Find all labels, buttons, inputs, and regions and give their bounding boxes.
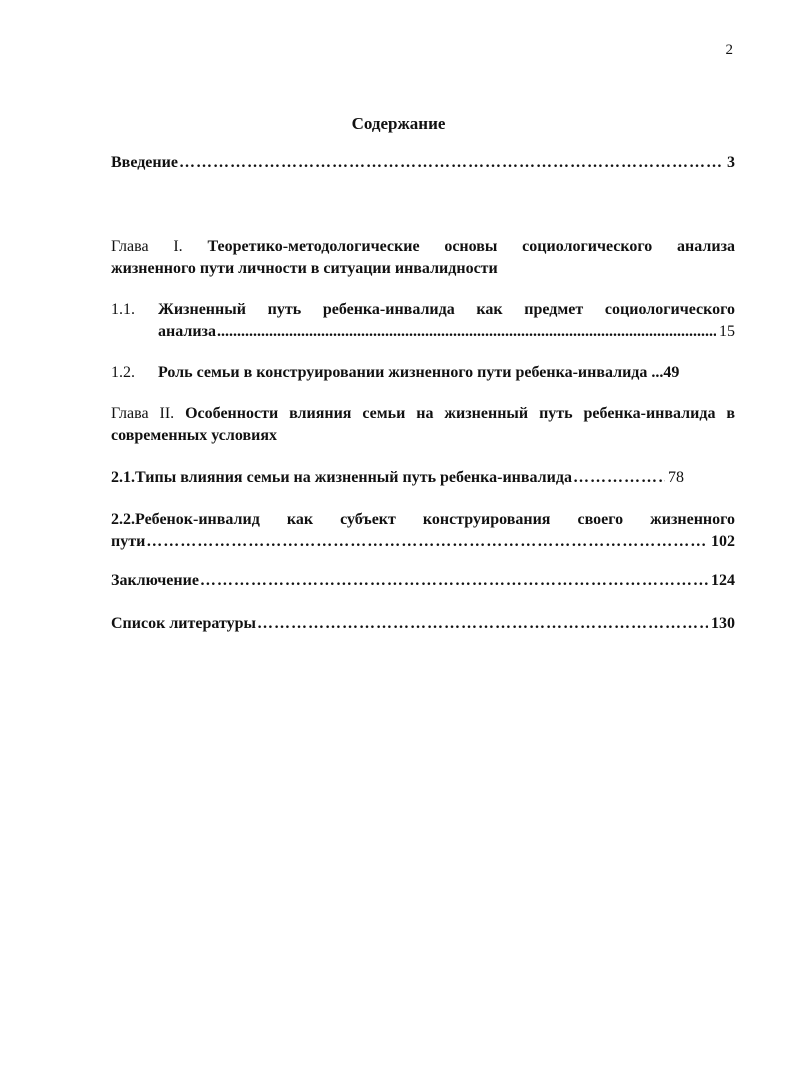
- toc-entry-title: Список литературы: [111, 615, 256, 632]
- section-number: 1.1.: [111, 301, 135, 318]
- toc-entry-page: 49: [663, 364, 680, 381]
- section-title-line1: Жизненный путь ребенка-инвалида как предмет социологического: [158, 301, 735, 318]
- chapter-label: Глава II.: [111, 405, 175, 422]
- toc-entry-page: 130: [711, 615, 735, 632]
- dot-leader: [146, 531, 708, 553]
- dot-leader: [257, 613, 708, 635]
- toc-entry-page: 78: [667, 469, 684, 486]
- dot-leader: [179, 152, 724, 174]
- section-title-line1: 2.2.Ребенок-инвалид как субъект конструирования своего жизненного: [111, 511, 735, 528]
- toc-entry-1-2: [111, 362, 735, 384]
- toc-entry-intro: [111, 152, 735, 174]
- section-title-line2: анализа: [158, 323, 216, 340]
- toc-entry-2-2: [111, 509, 735, 553]
- chapter-title-line1: Особенности влияния семьи на жизненный путь ребенка-инвалида в: [185, 405, 736, 422]
- toc-entry-page: 3: [727, 154, 735, 171]
- toc-entry-references: [111, 613, 735, 635]
- section-title: Роль семьи в конструировании жизненного пути ребенка-инвалида ...: [158, 364, 664, 381]
- chapter-title-line1: Теоретико-методологические основы социологического анализа: [207, 238, 735, 255]
- toc-title: Содержание: [351, 114, 446, 133]
- section-title: 2.1.Типы влияния семьи на жизненный путь ребенка-инвалида: [111, 469, 572, 486]
- dot-leader: [200, 570, 708, 592]
- toc-entry-1-1: [111, 299, 735, 343]
- toc-entry-2-1: [111, 467, 735, 489]
- toc-entry-page: 124: [711, 572, 735, 589]
- section-title-line2: пути: [111, 533, 146, 550]
- page-number: 2: [725, 42, 733, 58]
- toc-entry-conclusion: [111, 570, 735, 592]
- chapter-title-line2: современных условиях: [111, 427, 277, 444]
- dot-leader: [217, 321, 716, 343]
- toc-entry-page: 102: [711, 533, 735, 550]
- chapter-title-line2: жизненного пути личности в ситуации инвалидности: [111, 260, 498, 277]
- toc-chapter-1: [111, 236, 735, 280]
- dot-leader: [573, 467, 665, 489]
- toc-chapter-2: [111, 403, 735, 447]
- toc-entry-title: Введение: [111, 154, 178, 171]
- toc-entry-page: 15: [719, 323, 735, 340]
- toc-entry-title: Заключение: [111, 572, 199, 589]
- section-number: 1.2.: [111, 364, 135, 381]
- chapter-label: Глава I.: [111, 238, 183, 255]
